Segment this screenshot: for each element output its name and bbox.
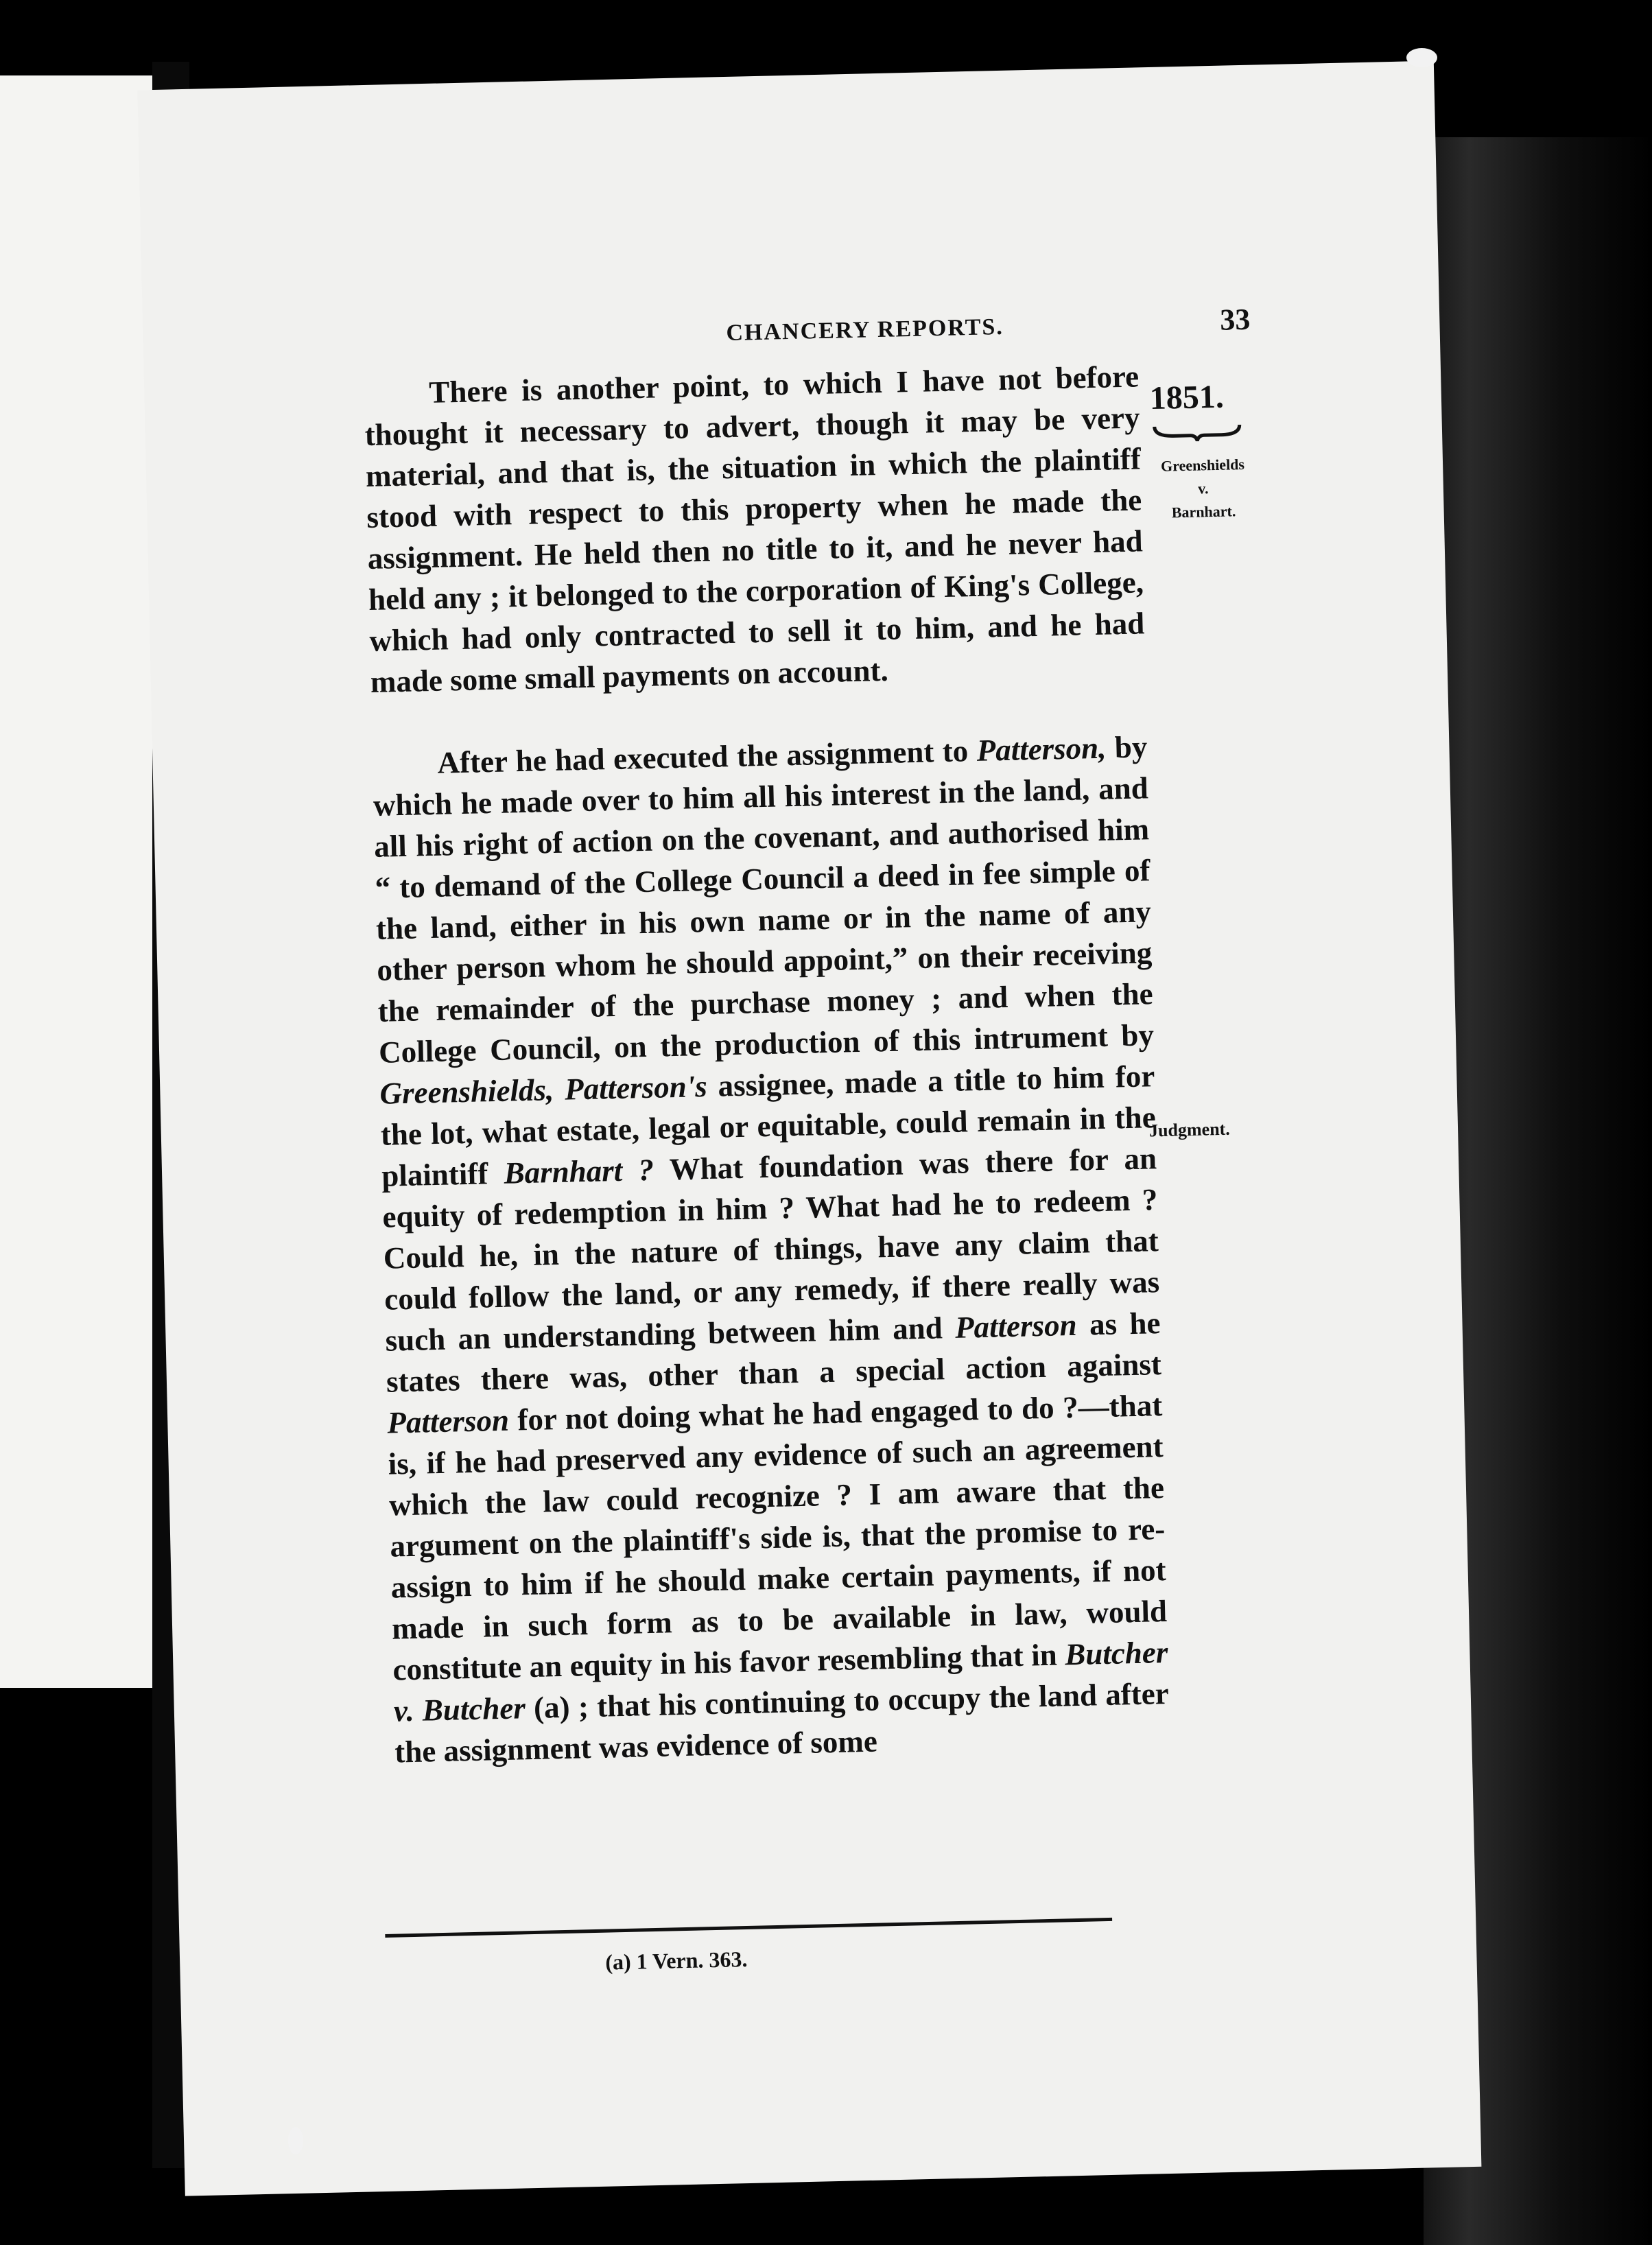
previous-page-edge: [0, 75, 152, 1688]
margin-judgment: Judgment.: [1148, 1118, 1231, 1141]
footnote: (a) 1 Vern. 363.: [604, 1946, 748, 1975]
footnote-rule: [385, 1918, 1112, 1938]
margin-year: 1851.: [1149, 378, 1225, 417]
running-head: CHANCERY REPORTS.: [726, 314, 1004, 346]
paper-speck: [288, 2127, 303, 2154]
margin-case-name: Greenshields v. Barnhart.: [1160, 455, 1245, 521]
paper-speck: [1406, 48, 1437, 67]
book-page: [137, 61, 1481, 2196]
brace-icon: [1153, 422, 1242, 443]
page-number: 33: [1219, 302, 1251, 337]
judgment-text: [364, 355, 1170, 1772]
paragraph: After he had executed the assignment to Patterson, by which he made over to him all his interest in the land, and all his right of action on the covenant, and authorised him “ to demand of the College Council a deed in fee simple of the land, either in his own name or in the name of any other person whom he should appoint,” on their receiving the remainder of the purchase money ; and when the College Council, on the production of this intrument by Greenshields, Patterson's assignee, made a title to him for the lot, what estate, legal or equitable, could remain in the plaintiff Barnhart ? What foundation was there for an equity of redemption in him ? What had he to redeem ? Could he, in the nature of things, have any claim that could follow the land, or any remedy, if there really was such an understanding between him and Patterson as he states there was, other than a special action against Patterson for not doing what he had engaged to do ?—that is, if he had preserved any evidence of such an agreement which the law could recognize ? I am aware that the argument on the plaintiff's side is, that the promise to re-assign to him if he should make certain payments, if not made in such form as to be available in law, would constitute an equity in his favor resembling that in Butcher v. Butcher (a) ; that his continuing to occupy the land after the assignment was evidence of some: [373, 729, 1170, 1770]
paragraph: There is another point, to which I have not before thought it necessary to advert, though it may be very material, and that is, the situation in which the plaintiff stood with respect to this property when he made the assignment. He held then no title to it, and he never had held any ; it belonged to the corporation of King's College, which had only contracted to sell it to him, and he had made some small payments on account.: [364, 359, 1145, 699]
